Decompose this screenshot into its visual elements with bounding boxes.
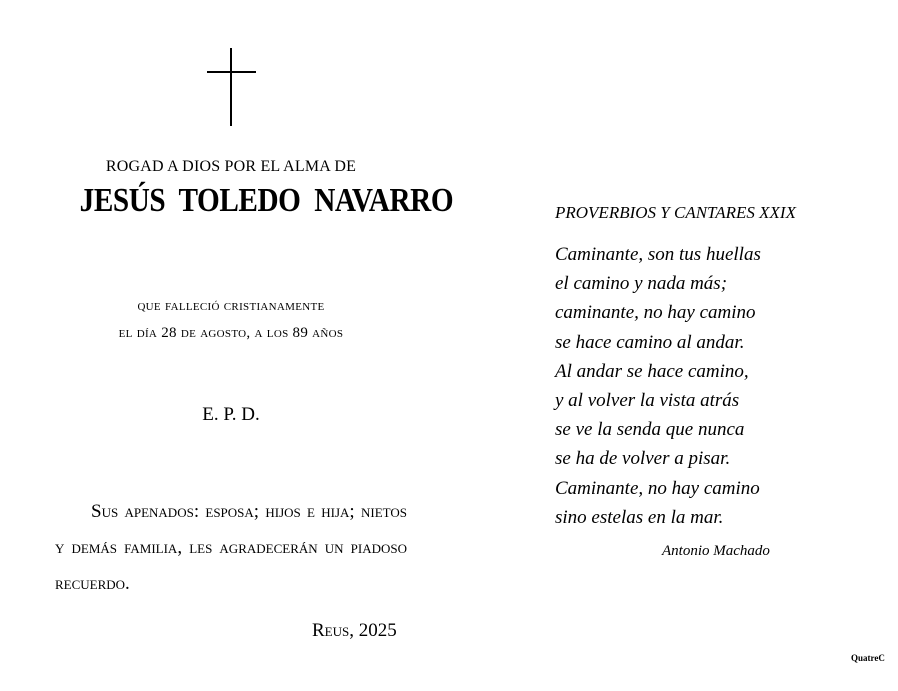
poem-line: se hace camino al andar. xyxy=(555,331,745,353)
mourners-text: Sus apenados: esposa; hijos e hija; nietos y demás familia, les agradecerán un piadoso recuerdo. xyxy=(55,501,407,594)
poem-line: se ha de volver a pisar. xyxy=(555,448,731,470)
printer-mark: QuatreC xyxy=(851,653,885,663)
poem-line: Caminante, son tus huellas xyxy=(555,244,761,265)
cross-icon xyxy=(207,48,257,126)
death-line-2: el día 28 de agosto, a los 89 años xyxy=(118,325,344,341)
poem-line: se ve la senda que nunca xyxy=(555,419,745,441)
place-year: Reus, 2025 xyxy=(312,620,397,641)
cross-horizontal-bar xyxy=(207,71,256,73)
poem-title: PROVERBIOS Y CANTARES XXIX xyxy=(555,203,796,222)
poem-body xyxy=(555,240,761,532)
death-line-1: que falleció cristianamente xyxy=(137,298,325,314)
deceased-name: JESÚS TOLEDO NAVARRO xyxy=(79,182,454,219)
poem-author: Antonio Machado xyxy=(662,543,770,559)
epd-text: E. P. D. xyxy=(202,404,260,425)
cross-vertical-bar xyxy=(230,48,232,126)
poem-line: sino estelas en la mar. xyxy=(555,506,724,528)
poem-line: caminante, no hay camino xyxy=(555,302,756,324)
poem-line: Caminante, no hay camino xyxy=(555,477,760,499)
poem-line: y al volver la vista atrás xyxy=(555,390,740,412)
intro-text: ROGAD A DIOS POR EL ALMA DE xyxy=(105,158,357,175)
poem-line: el camino y nada más; xyxy=(555,273,728,295)
poem-line: Al andar se hace camino, xyxy=(555,360,749,382)
